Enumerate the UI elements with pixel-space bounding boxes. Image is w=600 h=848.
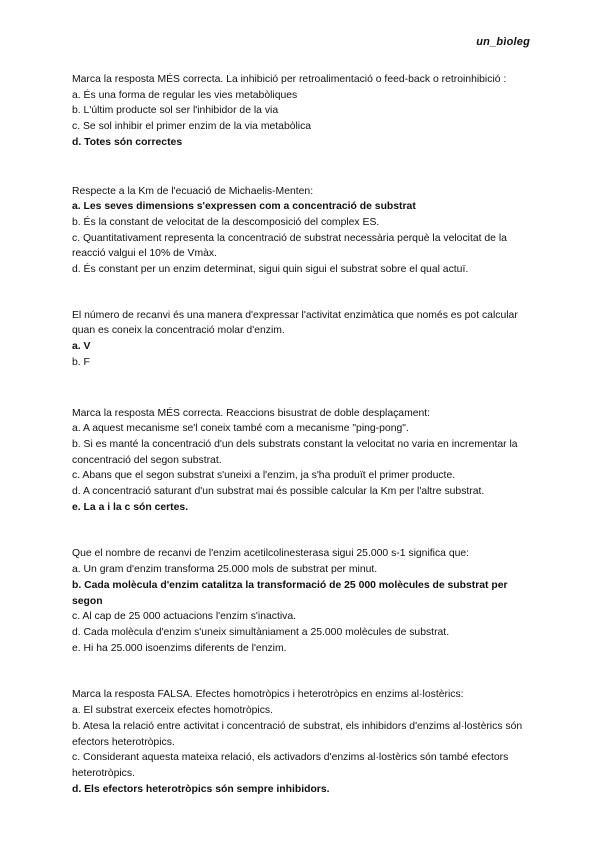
question-2: [72, 184, 532, 278]
question-stem: Que el nombre de recanvi de l'enzim acetilcolinesterasa sigui 25.000 s-1 significa que:: [72, 548, 470, 560]
answer-option: c. Se sol inhibir el primer enzim de la via metabòlica: [72, 121, 312, 133]
question-1: [72, 72, 532, 151]
answer-option: b. L'últim producte sol ser l'inhibidor de la via: [72, 105, 279, 117]
answer-option: d. Cada molècula d'enzim s'uneix simultàniament a 25.000 molècules de substrat.: [72, 626, 450, 638]
answer-option: a. El substrat exerceix efectes homotròpics.: [72, 705, 273, 717]
question-stem: Marca la resposta MÉS correcta. Reaccions bisustrat de doble desplaçament:: [72, 407, 431, 419]
question-4: [72, 406, 532, 516]
answer-option: b. F: [72, 356, 90, 368]
correct-answer-option: a. V: [72, 341, 91, 353]
question-stem: Marca la resposta FALSA. Efectes homotròpics i heterotròpics en enzims al·lostèrics:: [72, 689, 464, 701]
answer-option: d. A concentració saturant d'un substrat mai és possible calcular la Km per l'altre substrat.: [72, 486, 485, 498]
author-header: un_bìoleg: [476, 36, 530, 48]
answer-option: c. Abans que el segon substrat s'uneixi a l'enzim, ja s'ha produït el primer producte.: [72, 470, 456, 482]
answer-option: b. Si es manté la concentració d'un dels substrats constant la velocitat no varia en incrementar la concentració del segon substrat.: [72, 438, 518, 466]
answer-option: a. És una forma de regular les vies metabòliques: [72, 89, 298, 101]
question-stem: El número de recanvi és una manera d'expressar l'activitat enzimàtica que només es pot calcular quan es coneix la concentració molar d'enzim.: [72, 309, 518, 337]
answer-option: e. Hi ha 25.000 isoenzims diferents de l'enzim.: [72, 642, 287, 654]
question-6: [72, 687, 532, 797]
answer-option: b. És la constant de velocitat de la descomposició del complex ES.: [72, 216, 380, 228]
answer-option: c. Considerant aquesta mateixa relació, els activadors d'enzims al·lostèrics són també efectors heterotròpics.: [72, 752, 509, 779]
answer-option: a. A aquest mecanisme se'l coneix també com a mecanisme "ping-pong".: [72, 423, 409, 435]
correct-answer-option: d. Els efectors heterotròpics són sempre inhibidors.: [72, 783, 330, 795]
answer-option: c. Al cap de 25 000 actuacions l'enzim s'inactiva.: [72, 611, 297, 623]
question-3: [72, 308, 532, 371]
correct-answer-option: d. Totes són correctes: [72, 136, 183, 148]
answer-option: d. És constant per un enzim determinat, sigui quin sigui el substrat sobre el qual actuï.: [72, 264, 469, 276]
question-stem: Marca la resposta MÉS correcta. La inhibició per retroalimentació o feed-back o retroinhibició :: [72, 74, 507, 85]
answer-option: a. Un gram d'enzim transforma 25.000 mols de substrat per minut.: [72, 564, 378, 576]
question-stem: Respecte a la Km de l'ecuació de Michaelis-Menten:: [72, 185, 314, 197]
correct-answer-option: b. Cada molècula d'enzim catalitza la transformació de 25 000 molècules de substrat per segon: [72, 579, 508, 607]
correct-answer-option: e. La a i la c són certes.: [72, 501, 189, 513]
quiz-content: [72, 72, 532, 797]
answer-option: c. Quantitativament representa la concentració de substrat necessària perquè la velocitat de la reacció valgui el 10% de Vmàx.: [72, 232, 507, 260]
correct-answer-option: a. Les seves dimensions s'expressen com a concentració de substrat: [72, 201, 416, 213]
question-5: [72, 546, 532, 656]
answer-option: b. Atesa la relació entre activitat i concentració de substrat, els inhibidors d'enzims al·lostèrics són efectors heterotròpics.: [72, 720, 523, 748]
